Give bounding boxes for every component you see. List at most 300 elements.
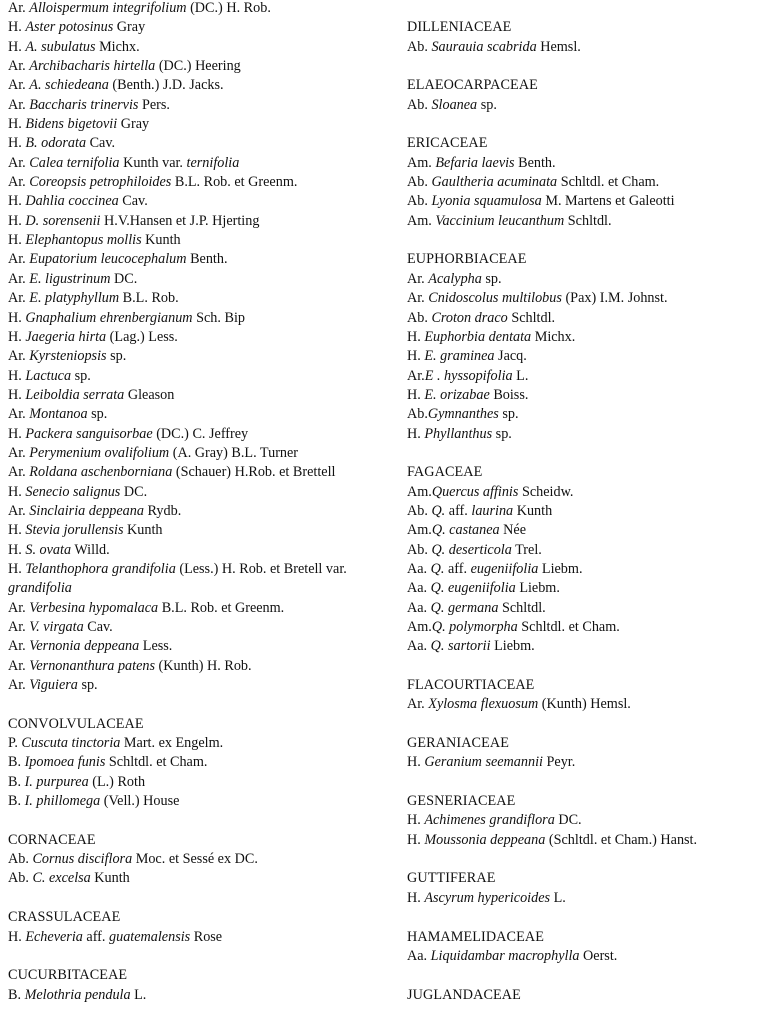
author-citation: DC. (558, 812, 582, 829)
author-citation: Kunth (127, 522, 163, 539)
spacer (407, 444, 769, 463)
life-form-code: H. (8, 541, 22, 558)
species-epithet: multilobus (501, 290, 562, 307)
author-citation: Kunth (123, 154, 159, 171)
author-citation: Hemsl. (540, 38, 581, 55)
family-heading: FLACOURTIACEAE (407, 677, 535, 694)
life-form-code: H. (407, 425, 421, 442)
author-citation: L. (516, 367, 529, 384)
author-citation: sp. (495, 425, 512, 442)
author-citation: Benth. (190, 251, 228, 268)
genus-name: Coreopsis (29, 174, 87, 191)
life-form-code: Ar. (8, 619, 26, 635)
species-entry (407, 367, 769, 386)
genus-name: Calea (29, 154, 64, 171)
species-epithet: odorata (41, 135, 87, 152)
life-form-code: Aa. (407, 580, 428, 597)
life-form-code: H. (407, 831, 421, 848)
species-entry (407, 560, 769, 579)
life-form-code: Ar. (8, 174, 26, 191)
variety-label: var. (162, 154, 183, 171)
family-heading: EUPHORBIACEAE (407, 251, 527, 268)
life-form-code: Ar. (8, 599, 26, 616)
species-epithet: flexuosum (480, 696, 539, 713)
species-epithet: polymorpha (449, 619, 518, 635)
species-entry (407, 637, 769, 656)
genus-name: Cuscuta (21, 735, 68, 752)
genus-name: Cnidoscolus (428, 290, 499, 307)
life-form-code: H. (8, 425, 22, 442)
species-epithet: mollis (106, 232, 142, 249)
author-citation: (Vell.) House (103, 793, 180, 810)
species-epithet: deppeana (84, 638, 140, 655)
author-citation: M. Martens et Galeotti (545, 193, 675, 210)
genus-name: Kyrsteniopsis (29, 348, 107, 365)
author-citation: Kunth (94, 870, 130, 887)
genus-name: Vaccinium (435, 212, 495, 229)
author-citation: Moc. et Sessé ex DC. (135, 851, 258, 868)
species-epithet: laurina (471, 502, 514, 519)
life-form-code: Ar. (407, 696, 425, 713)
genus-name: Geranium (424, 754, 482, 771)
species-entry (407, 483, 769, 502)
species-entry (8, 928, 400, 947)
species-epithet: ternifolia (66, 154, 120, 171)
author-citation: (Schltdl. et Cham.) Hanst. (548, 831, 698, 848)
life-form-code: Ar. (8, 96, 26, 113)
family-heading: CONVOLVULACEAE (8, 715, 144, 732)
species-entry (407, 502, 769, 521)
genus-name: Viguiera (29, 677, 78, 694)
life-form-code: Ar. (8, 0, 26, 16)
genus-name: E. (424, 386, 437, 403)
genus-name: E. (424, 348, 437, 365)
genus-name: Baccharis (29, 96, 87, 113)
species-entry-continuation (8, 579, 400, 598)
genus-name: Gnaphalium (25, 309, 97, 326)
life-form-code: B. (8, 793, 22, 810)
life-form-code: H. (8, 328, 22, 345)
genus-name: Q. (431, 522, 446, 539)
life-form-code: Ar. (8, 638, 26, 655)
author-citation: Liebm. (519, 580, 560, 597)
author-citation: Gray (120, 116, 150, 133)
author-citation: Gray (116, 19, 146, 36)
author-citation: (A. Gray) B.L. Turner (172, 444, 299, 461)
species-entry (8, 560, 400, 579)
variety-name: grandifolia (8, 580, 72, 597)
species-epithet: draco (474, 309, 508, 326)
author-citation: sp. (74, 367, 91, 384)
genus-name: Croton (431, 309, 472, 326)
life-form-code: Aa. (407, 638, 428, 655)
spacer (407, 115, 769, 134)
genus-name: I. (24, 773, 33, 790)
life-form-code: Ar. (8, 348, 26, 365)
species-epithet: seemannii (485, 754, 543, 771)
variety-name: ternifolia (186, 154, 240, 171)
species-entry (8, 57, 400, 76)
genus-name: Moussonia (424, 831, 487, 848)
author-citation: (L.) Roth (92, 773, 146, 790)
species-entry (8, 986, 400, 1005)
author-citation: B.L. Rob. et Greenm. (174, 174, 298, 191)
species-entry (407, 154, 769, 173)
species-epithet: bigetovii (67, 116, 118, 133)
life-form-code: H. (8, 193, 22, 210)
species-entry (8, 115, 400, 134)
author-citation: Kunth (516, 502, 553, 519)
species-entry (8, 250, 400, 269)
family-heading: FAGACEAE (407, 464, 483, 481)
author-citation: B.L. Rob. et Greenm. (161, 599, 285, 616)
spacer (407, 231, 769, 250)
genus-name: Leiboldia (25, 386, 80, 403)
life-form-code: Ar. (407, 290, 425, 307)
species-epithet: germana (447, 599, 499, 616)
species-epithet: salignus (73, 483, 121, 500)
genus-name: Q. (431, 502, 446, 519)
author-citation: (Kunth) H. Rob. (158, 657, 252, 674)
genus-name: A. (29, 77, 42, 94)
left-column (8, 0, 400, 1005)
author-citation: sp. (81, 677, 98, 694)
species-entry (8, 328, 400, 347)
life-form-code: Ab. (407, 193, 428, 210)
life-form-code: Ar. (8, 251, 26, 268)
genus-name: Xylosma (428, 696, 478, 713)
genus-name: Montanoa (29, 406, 88, 423)
author-citation: (Less.) H. Rob. et Bretell (179, 560, 323, 577)
life-form-code: Ar. (8, 77, 26, 94)
author-citation: Oerst. (583, 947, 618, 964)
genus-name: Lyonia (431, 193, 471, 210)
species-entry (407, 386, 769, 405)
family-heading: CORNACEAE (8, 831, 96, 848)
genus-name: Archibacharis (29, 58, 110, 75)
genus-name: Quercus (431, 483, 480, 500)
genus-name: E. (29, 290, 42, 307)
species-epithet: affinis (482, 483, 519, 500)
species-epithet: coccinea (68, 193, 119, 210)
genus-name: Melothria (24, 986, 82, 1003)
species-entry (8, 270, 400, 289)
author-citation: Schltdl. (501, 599, 546, 616)
species-entry (407, 192, 769, 211)
life-form-code: H. (8, 483, 22, 500)
life-form-code: Ab. (8, 851, 29, 868)
species-entry (407, 889, 769, 908)
species-epithet: pendula (84, 986, 131, 1003)
species-entry (407, 599, 769, 618)
life-form-code: Am. (407, 483, 432, 500)
species-entry (407, 289, 769, 308)
species-epithet: subulatus (41, 38, 96, 55)
author-citation: (DC.) Heering (158, 58, 241, 75)
life-form-code: Ab. (407, 309, 428, 326)
author-citation: Willd. (74, 541, 110, 558)
author-citation: Mart. ex Engelm. (123, 735, 224, 752)
species-epithet: eugeniifolia (447, 580, 516, 597)
life-form-code: H. (8, 232, 22, 249)
genus-name: Telanthophora (25, 560, 109, 577)
author-citation: Michx. (99, 38, 140, 55)
genus-name: Senecio (25, 483, 70, 500)
family-heading: JUGLANDACEAE (407, 986, 521, 1003)
genus-name: Q. (430, 599, 445, 616)
family-heading: DILLENIACEAE (407, 19, 512, 36)
life-form-code: Ar. (8, 444, 26, 461)
species-epithet: graminea (440, 348, 495, 365)
species-entry (8, 676, 400, 695)
author-citation: L. (134, 986, 147, 1003)
spacer (407, 57, 769, 76)
species-epithet: hirtella (113, 58, 156, 75)
author-citation: Schltdl. et Cham. (521, 619, 620, 635)
species-epithet: virgata (43, 619, 84, 635)
species-epithet: deserticola (448, 541, 512, 558)
aff-marker: aff. (448, 502, 468, 519)
life-form-code: Ar. (8, 270, 26, 287)
life-form-code: Ab. (407, 502, 428, 519)
species-entry (407, 579, 769, 598)
species-entry (407, 347, 769, 366)
author-citation: DC. (114, 270, 138, 287)
life-form-code: Am. (407, 522, 432, 539)
life-form-code: Am. (407, 212, 432, 229)
genus-name: Liquidambar (430, 947, 505, 964)
species-epithet: leucocephalum (100, 251, 187, 268)
species-epithet: excelsa (49, 870, 91, 887)
author-citation: (Lag.) Less. (109, 328, 178, 345)
life-form-code: Ar. (407, 367, 425, 384)
life-form-code: B. (8, 754, 22, 771)
author-citation: (DC.) C. Jeffrey (156, 425, 249, 442)
genus-name: Gymnanthes (427, 406, 499, 423)
species-epithet: ovalifolium (104, 444, 170, 461)
species-epithet: tinctoria (71, 735, 121, 752)
species-epithet: deppeana (88, 502, 144, 519)
life-form-code: H. (8, 135, 22, 152)
species-entry (407, 309, 769, 328)
genus-name: Q. (430, 580, 445, 597)
author-citation: (Pax) I.M. Johnst. (565, 290, 668, 307)
species-entry (8, 734, 400, 753)
life-form-code: H. (407, 328, 421, 345)
life-form-code: Am. (407, 154, 432, 171)
genus-name: Q. (430, 560, 445, 577)
author-citation: Michx. (534, 328, 576, 345)
genus-name: Ascyrum (424, 889, 474, 906)
species-epithet: patens (117, 657, 155, 674)
species-epithet: grandiflora (489, 812, 555, 829)
species-epithet: hypomalaca (88, 599, 159, 616)
life-form-code: H. (407, 386, 421, 403)
species-epithet: jorullensis (63, 522, 124, 539)
life-form-code: H. (8, 367, 22, 384)
author-citation: Schltdl. (567, 212, 612, 229)
genus-name: Echeveria (25, 928, 83, 945)
species-epithet: dentata (488, 328, 532, 345)
family-heading: ERICACEAE (407, 135, 488, 152)
genus-name: Aster (25, 19, 56, 36)
species-entry (8, 386, 400, 405)
species-epithet: disciflora (77, 851, 133, 868)
author-citation: Liebm. (494, 638, 535, 655)
life-form-code: Ar. (8, 58, 26, 75)
life-form-code: Ar. (407, 270, 425, 287)
genus-name: C. (32, 870, 46, 887)
author-citation: H.V.Hansen et J.P. Hjerting (104, 212, 260, 229)
aff-marker: aff. (86, 928, 106, 945)
species-entry (8, 618, 400, 637)
family-heading: GUTTIFERAE (407, 870, 496, 887)
genus-name: Gaultheria (431, 174, 494, 191)
life-form-code: Aa. (407, 947, 428, 964)
genus-name: I. (24, 793, 33, 810)
author-citation: Cav. (122, 193, 148, 210)
genus-name: Euphorbia (424, 328, 486, 345)
family-heading: CRASSULACEAE (8, 909, 121, 926)
species-epithet: serrata (83, 386, 125, 403)
species-entry (8, 869, 400, 888)
genus-name: Jaegeria (25, 328, 75, 345)
species-entry (8, 154, 400, 173)
species-entry (8, 773, 400, 792)
genus-name: Saurauia (431, 38, 484, 55)
species-epithet: scabrida (487, 38, 537, 55)
life-form-code: Ab. (8, 870, 29, 887)
species-epithet: potosinus (58, 19, 114, 36)
aff-marker: aff. (447, 560, 468, 577)
genus-name: Roldana (29, 464, 78, 481)
author-citation: Scheidw. (521, 483, 574, 500)
species-entry (8, 599, 400, 618)
species-epithet: petrophiloides (89, 174, 172, 191)
species-entry (8, 753, 400, 772)
spacer (407, 850, 769, 869)
author-citation: sp. (110, 348, 127, 365)
species-entry (8, 483, 400, 502)
species-entry (8, 792, 400, 811)
life-form-code: Ab. (407, 96, 428, 113)
species-epithet: sanguisorbae (76, 425, 153, 442)
genus-name: Sinclairia (29, 502, 86, 519)
author-citation: Boiss. (493, 386, 529, 403)
spacer (407, 0, 769, 18)
species-entry (8, 309, 400, 328)
family-heading: GERANIACEAE (407, 735, 509, 752)
life-form-code: H. (407, 812, 421, 829)
life-form-code: Am. (407, 619, 432, 635)
author-citation: Peyr. (546, 754, 576, 771)
life-form-code: H. (8, 19, 22, 36)
life-form-code: Ar. (8, 657, 26, 674)
author-citation: Pers. (141, 96, 170, 113)
life-form-code: H. (8, 116, 22, 133)
genus-name: Befaria (435, 154, 478, 171)
life-form-code: H. (8, 38, 22, 55)
species-entry (407, 405, 769, 424)
genus-name: Ipomoea (24, 754, 75, 771)
genus-name: Packera (25, 425, 73, 442)
life-form-code: B. (8, 773, 22, 790)
author-citation: sp. (91, 406, 108, 423)
author-citation: Benth. (518, 154, 556, 171)
life-form-code: Ar. (8, 464, 26, 481)
species-epithet: laevis (481, 154, 515, 171)
species-entry (407, 425, 769, 444)
species-epithet: schiedeana (45, 77, 109, 94)
genus-name: Achimenes (424, 812, 486, 829)
species-epithet: castanea (449, 522, 500, 539)
spacer (8, 695, 400, 714)
species-epithet: deppeana (490, 831, 546, 848)
genus-name: Elephantopus (25, 232, 104, 249)
author-citation: DC. (123, 483, 148, 500)
author-citation: Rydb. (147, 502, 182, 519)
species-epithet: orizabae (440, 386, 490, 403)
species-entry (407, 173, 769, 192)
author-citation: Schltdl. (511, 309, 556, 326)
species-entry (407, 947, 769, 966)
genus-name: Acalypha (428, 270, 482, 287)
genus-name: S. (25, 541, 36, 558)
species-epithet: squamulosa (473, 193, 542, 210)
life-form-code: H. (8, 386, 22, 403)
family-heading: ELAEOCARPACEAE (407, 77, 538, 94)
species-epithet: sorensenii (42, 212, 101, 229)
species-epithet: hirta (78, 328, 107, 345)
species-entry (8, 0, 400, 18)
species-epithet: guatemalensis (109, 928, 191, 945)
species-entry (407, 811, 769, 830)
genus-name: Perymenium (29, 444, 101, 461)
life-form-code: Ab. (407, 541, 428, 558)
life-form-code: Aa. (407, 560, 428, 577)
species-entry (8, 463, 400, 482)
species-epithet: trinervis (90, 96, 139, 113)
life-form-code: Ar. (8, 290, 26, 307)
species-epithet: hypericoides (477, 889, 551, 906)
genus-name: Q. (430, 638, 445, 655)
life-form-code: H. (407, 889, 421, 906)
author-citation: Schltdl. et Cham. (108, 754, 208, 771)
genus-name: V. (29, 619, 40, 635)
life-form-code: Ar. (8, 502, 26, 519)
family-heading: CUCURBITACEAE (8, 967, 128, 984)
life-form-code: Ar. (8, 406, 26, 423)
species-entry (8, 231, 400, 250)
author-citation: Kunth (145, 232, 181, 249)
species-entry (8, 502, 400, 521)
author-citation: sp. (502, 406, 519, 423)
species-entry (407, 521, 769, 540)
species-entry (8, 405, 400, 424)
author-citation: (Schauer) H.Rob. et Brettell (175, 464, 336, 481)
species-entry (8, 367, 400, 386)
genus-name: Stevia (25, 522, 61, 539)
genus-name: Phyllanthus (424, 425, 493, 442)
species-entry (407, 96, 769, 115)
genus-name: Q. (431, 541, 446, 558)
author-citation: Schltdl. et Cham. (560, 174, 660, 191)
species-entry (8, 347, 400, 366)
species-entry (407, 270, 769, 289)
life-form-code: Aa. (407, 599, 428, 616)
genus-name: Q. (431, 619, 446, 635)
species-epithet: ligustrinum (45, 270, 111, 287)
